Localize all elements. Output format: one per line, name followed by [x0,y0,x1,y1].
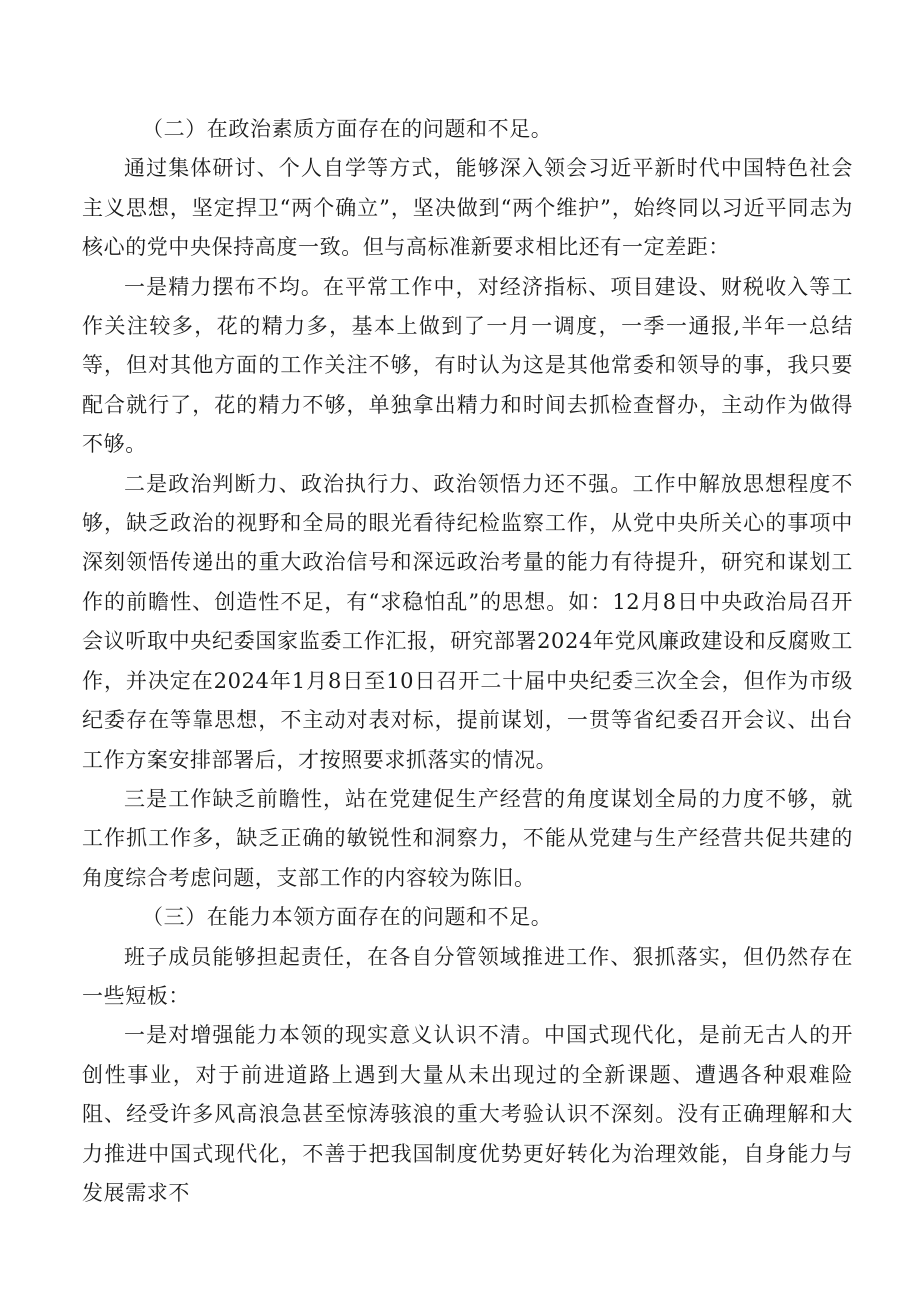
paragraph-intro-ability: 班子成员能够担起责任，在各自分管领域推进工作、狠抓落实，但仍然存在一些短板： [82,944,853,1008]
section-heading-ability: （三）在能力本领方面存在的问题和不足。 [142,905,553,930]
document-body [82,110,853,1213]
paragraph-point-two-judgment: 二是政治判断力、政治执行力、政治领悟力还不强。工作中解放思想程度不够，缺乏政治的视野和全局的眼光看待纪检监察工作，从党中央所关心的事项中深刻领悟传递出的重大政治信号和深远政治考量的能力有待提升，研究和谋划工作的前瞻性、创造性不足，有“求稳怕乱”的思想。如：12月8日中央政治局召开会议听取中央纪委国家监委工作汇报，研究部署2024年党风廉政建设和反腐败工作，并决定在2024年1月8日至10日召开二十届中央纪委三次全会，但作为市级纪委存在等靠思想，不主动对表对标，提前谋划，一贯等省纪委召开会议、出台工作方案安排部署后，才按照要求抓落实的情况。 [82,471,853,772]
paragraph-ability-point-one: 一是对增强能力本领的现实意义认识不清。中国式现代化，是前无古人的开创性事业，对于前进道路上遇到大量从未出现过的全新课题、遭遇各种艰难险阻、经受许多风高浪急甚至惊涛骇浪的重大考验认识不深刻。没有正确理解和大力推进中国式现代化，不善于把我国制度优势更好转化为治理效能，自身能力与发展需求不 [82,1023,853,1205]
paragraph-intro-political: 通过集体研讨、个人自学等方式，能够深入领会习近平新时代中国特色社会主义思想，坚定捍卫“两个确立”，坚决做到“两个维护”，始终同以习近平同志为核心的党中央保持高度一致。但与高标准新要求相比还有一定差距： [82,156,853,260]
paragraph-point-three-foresight: 三是工作缺乏前瞻性，站在党建促生产经营的角度谋划全局的力度不够，就工作抓工作多，缺乏正确的敏锐性和洞察力，不能从党建与生产经营共促共建的角度综合考虑问题，支部工作的内容较为陈旧。 [82,786,853,890]
paragraph-point-one-energy: 一是精力摆布不均。在平常工作中，对经济指标、项目建设、财税收入等工作关注较多，花的精力多，基本上做到了一月一调度，一季一通报,半年一总结等，但对其他方面的工作关注不够，有时认为这是其他常委和领导的事，我只要配合就行了，花的精力不够，单独拿出精力和时间去抓检查督办，主动作为做得不够。 [82,274,853,457]
section-heading-political-quality: （二）在政治素质方面存在的问题和不足。 [142,117,553,141]
